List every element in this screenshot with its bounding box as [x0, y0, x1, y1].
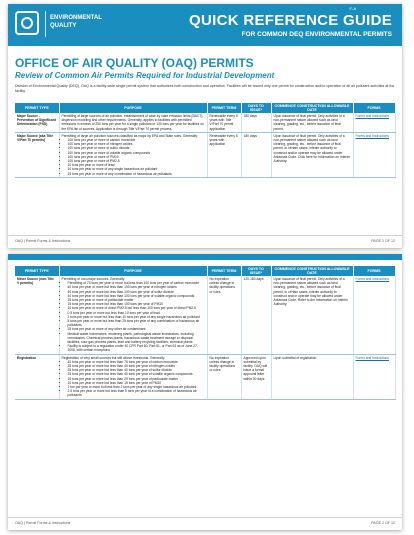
purpose-list-item: • 40 tons per year or more but less than 100 tons per year of nitrogen oxides	[68, 285, 205, 289]
purpose-list-item: • Permitting of 75 tons per year or more but less than 100 tons per year of carbon monoxide	[68, 281, 205, 285]
purpose-text: Permitting of large air pollution sources classified as major by EPA and State rules. Generally:	[61, 133, 198, 138]
column-header: DAYS TO ISSUE*	[241, 266, 271, 276]
page-header	[8, 4, 402, 46]
page-footer	[8, 235, 402, 248]
forms-cell	[353, 132, 395, 177]
forms-cell	[353, 354, 395, 399]
header-title: QUICK REFERENCE GUIDE	[189, 12, 392, 29]
purpose-list-item: • 100 tons per year or more of sulfur dioxide	[68, 146, 205, 150]
column-header: FORMS	[353, 103, 395, 113]
purpose-text: Registration of very small sources but still above thresholds. Generally:	[61, 355, 166, 360]
purpose-cell	[59, 276, 207, 354]
purpose-list-item: • 40 tons per year or more but less than 100 tons per year of volatile organic compounds	[68, 294, 205, 298]
purpose-list-item: • 100 tons per year or more of volatile organic compounds	[68, 151, 205, 155]
intro-paragraph: Division of Environmental Quality (DEQ), OAQ is a facility-wide single permit system that authorizes both construction and operation. Facilities will be issued only one permit for construction and/or operation of all air pollutant activities at the facility.	[15, 84, 395, 93]
purpose-list-item: • 40 tons per year or more but less than 75 tons per year of carbon monoxide	[68, 360, 205, 364]
purpose-list-item: • Facility is subject to a regulation under 40 CFR Part 60, Part 61, or Part 63 as of June 27, 2008, with certain exceptions	[68, 344, 205, 352]
purpose-list-item: • 15 tons per year or more but less than 100 tons per year of PM10	[68, 302, 205, 306]
purpose-list-item: • 2 tons per year or more but less than 10 tons per year of any single hazardous air pollutant	[68, 315, 205, 319]
purpose-list-item: • 25 tons per year or more of any other air contaminant	[68, 327, 205, 331]
purpose-list-item: • 10 tons per year or more of any single hazardous air pollutant	[68, 167, 205, 171]
forms-link[interactable]: Forms and Instructions	[355, 355, 390, 360]
column-header: PURPOSE	[59, 266, 207, 276]
purpose-list	[62, 138, 205, 176]
document-subtitle: Review of Common Air Permits Required for Industrial Development	[15, 71, 275, 80]
permit-type-cell: Major Source - Prevention of Significant Deterioration (PSD)	[15, 113, 59, 132]
table-row	[15, 113, 395, 132]
document-page-1	[8, 4, 402, 248]
page-number: PAGE 1 OF 12	[371, 239, 395, 243]
purpose-list-item: • 10 tons per year or more of lead	[68, 163, 205, 167]
purpose-list-item: • 40 tons per year or more but less than 100 tons per year of sulfur dioxide	[68, 290, 205, 294]
permit-term-cell: No expiration unless change in facility operations or rules	[207, 354, 241, 399]
purpose-list-item: • 25 tons per year or more but less than 40 tons per year of sulfur dioxide	[68, 368, 205, 372]
permit-type-cell: Registration	[15, 354, 59, 399]
days-to-issue-cell: 180 days	[241, 132, 271, 177]
purpose-list	[62, 281, 205, 352]
footer-label: OAQ | Permit Forms & Instructions	[15, 521, 71, 525]
purpose-list-item: • 10 tons per year or more but less than 15 tons per year of PM10	[68, 381, 205, 385]
purpose-list-item: • 100 tons per year or more of PM10	[68, 155, 205, 159]
document-page-2	[8, 254, 402, 530]
purpose-list-item: • 25 tons per year or more but less than 40 tons per year of nitrogen oxides	[68, 364, 205, 368]
forms-cell	[353, 276, 395, 354]
purpose-list	[62, 360, 205, 398]
purpose-cell	[59, 354, 207, 399]
document-title: OFFICE OF AIR QUALITY (OAQ) PERMITS	[15, 56, 254, 70]
purpose-cell	[59, 132, 207, 177]
purpose-list-item: • 2.5 tons per year or more but less than 5 tons per year of a combination of hazardous air pollutants	[68, 389, 205, 397]
commence-construction-cell: Upon issuance of final permit. Only activities of a non-permanent nature allowed such as land clearing, grading, etc., before issuance of final permit. In certain cases, interim authority to construct and/or operate may be allowed under Arkansas Code. Click here for information on Interim Authority.	[271, 132, 353, 177]
purpose-list-item: • 5 tons per year or more but less than 25 tons per year of any combination of hazardous air pollutants	[68, 319, 205, 327]
page-top-bar	[8, 254, 402, 260]
purpose-list-item: • 100 tons per year or more of carbon monoxide	[68, 138, 205, 142]
footer-label: OAQ | Permit Forms & Instructions	[15, 239, 71, 243]
column-header: PERMIT TYPE	[15, 103, 59, 113]
column-header: PERMIT TERM	[207, 103, 241, 113]
column-header: PERMIT TYPE	[15, 266, 59, 276]
column-header: PURPOSE	[59, 103, 207, 113]
column-header: PERMIT TERM	[207, 266, 241, 276]
purpose-list-item: • 25 tons per year or more of any combination of hazardous air pollutants	[68, 172, 205, 176]
purpose-list-item: • Medical waste incinerators, rendering plants, pathological waste incinerators, including crematories. Chemical process plants, hazardous waste treatment storage or disposal facilities, sour gas process plants, lead and battery recycling facilities, chemical plants	[68, 332, 205, 345]
commence-construction-cell: Upon submittal of registration	[271, 354, 353, 399]
purpose-list-item: • 0.5 tons per year or more but less than 10 tons per year of lead	[68, 311, 205, 315]
purpose-list-item: • 100 tons per year or more of nitrogen oxides	[68, 142, 205, 146]
column-header: COMMENCE CONSTRUCTION ALLOWABLE DATE	[271, 103, 353, 113]
table-row	[15, 354, 395, 399]
permits-table	[15, 103, 396, 178]
days-to-issue-cell: 120-180 days	[241, 276, 271, 354]
purpose-text: Permitting of large sources of air pollution, establishment of case by case emission limits (BACT), dispersion modeling and other requirements. Generally, applies to facilities with permitted emissions in excess of 250 tons per year for a single pollutant or 100 tons per year for facilities on the EPA list of sources. Application is through Title V/Part 70 permit process.	[61, 114, 204, 131]
permit-type-cell: Minor Source (non-Title V permits)	[15, 276, 59, 354]
commence-construction-cell: Upon issuance of final permit. Only activities of a non-permanent nature allowed such as land clearing, grading, etc., before issuance of final permit.	[271, 113, 353, 132]
purpose-list-item: • 100 tons per year or more of PM2.5	[68, 159, 205, 163]
page-tag: F-A	[349, 6, 356, 11]
purpose-list-item: • 1 ton per year or more but less than 2 tons per year of any single hazardous air pollutant	[68, 385, 205, 389]
commence-construction-cell: Upon issuance of final permit. Only activities of a non-permanent nature allowed such as land clearing, grading, etc., before issuance of final permit. In certain cases, interim authority to construct and/or operate may be allowed under Arkansas Code. Refer to the information on Interim Authority.	[271, 276, 353, 354]
forms-link[interactable]: Forms and Instructions	[355, 277, 390, 281]
purpose-list-item: • 10 tons per year or more of direct PM2.5 but less than 100 tons per year of direct PM2.5	[68, 306, 205, 310]
permit-term-cell: No expiration unless change in facility operations or rules	[207, 276, 241, 354]
page-number: PAGE 2 OF 12	[371, 521, 395, 525]
table-row	[15, 132, 395, 177]
permit-term-cell: Renewable every 5 years with Title V/Part 70 permit application	[207, 113, 241, 132]
table-header-row	[15, 266, 395, 276]
days-to-issue-cell: Approved upon submittal by facility. OAQ will issue a formal approval letter within 30 days	[241, 354, 271, 399]
purpose-cell	[59, 113, 207, 132]
header-subtitle: FOR COMMON DEQ ENVIRONMENTAL PERMITS	[241, 31, 392, 38]
days-to-issue-cell: 180 days	[241, 113, 271, 132]
forms-link[interactable]: Forms and Instructions	[355, 133, 390, 138]
permit-term-cell: Renewable every 5 years with application	[207, 132, 241, 177]
purpose-list-item: • 25 tons per year or more of particulate matter	[68, 298, 205, 302]
forms-cell	[353, 113, 395, 132]
department-label: ENVIRONMENTAL QUALITY	[50, 15, 102, 29]
purpose-list-item: • 25 tons per year or more but less than 40 tons per year of volatile organic compounds	[68, 372, 205, 376]
deq-logo-icon	[15, 11, 39, 35]
table-row	[15, 276, 395, 354]
permits-table-continued	[15, 266, 396, 400]
column-header: FORMS	[353, 266, 395, 276]
purpose-text: Permitting of non-major sources. Generally:	[61, 277, 126, 281]
page-footer	[8, 517, 402, 530]
permit-type-cell: Major Source (aka Title V/Part 70 permits)	[15, 132, 59, 177]
column-header: COMMENCE CONSTRUCTION ALLOWABLE DATE	[271, 266, 353, 276]
column-header: DAYS TO ISSUE*	[241, 103, 271, 113]
forms-link[interactable]: Forms and Instructions	[355, 114, 390, 118]
table-header-row	[15, 103, 395, 113]
header-divider	[45, 11, 46, 37]
purpose-list-item: • 15 tons per year or more but less than 25 tons per year of particulate matter	[68, 377, 205, 381]
